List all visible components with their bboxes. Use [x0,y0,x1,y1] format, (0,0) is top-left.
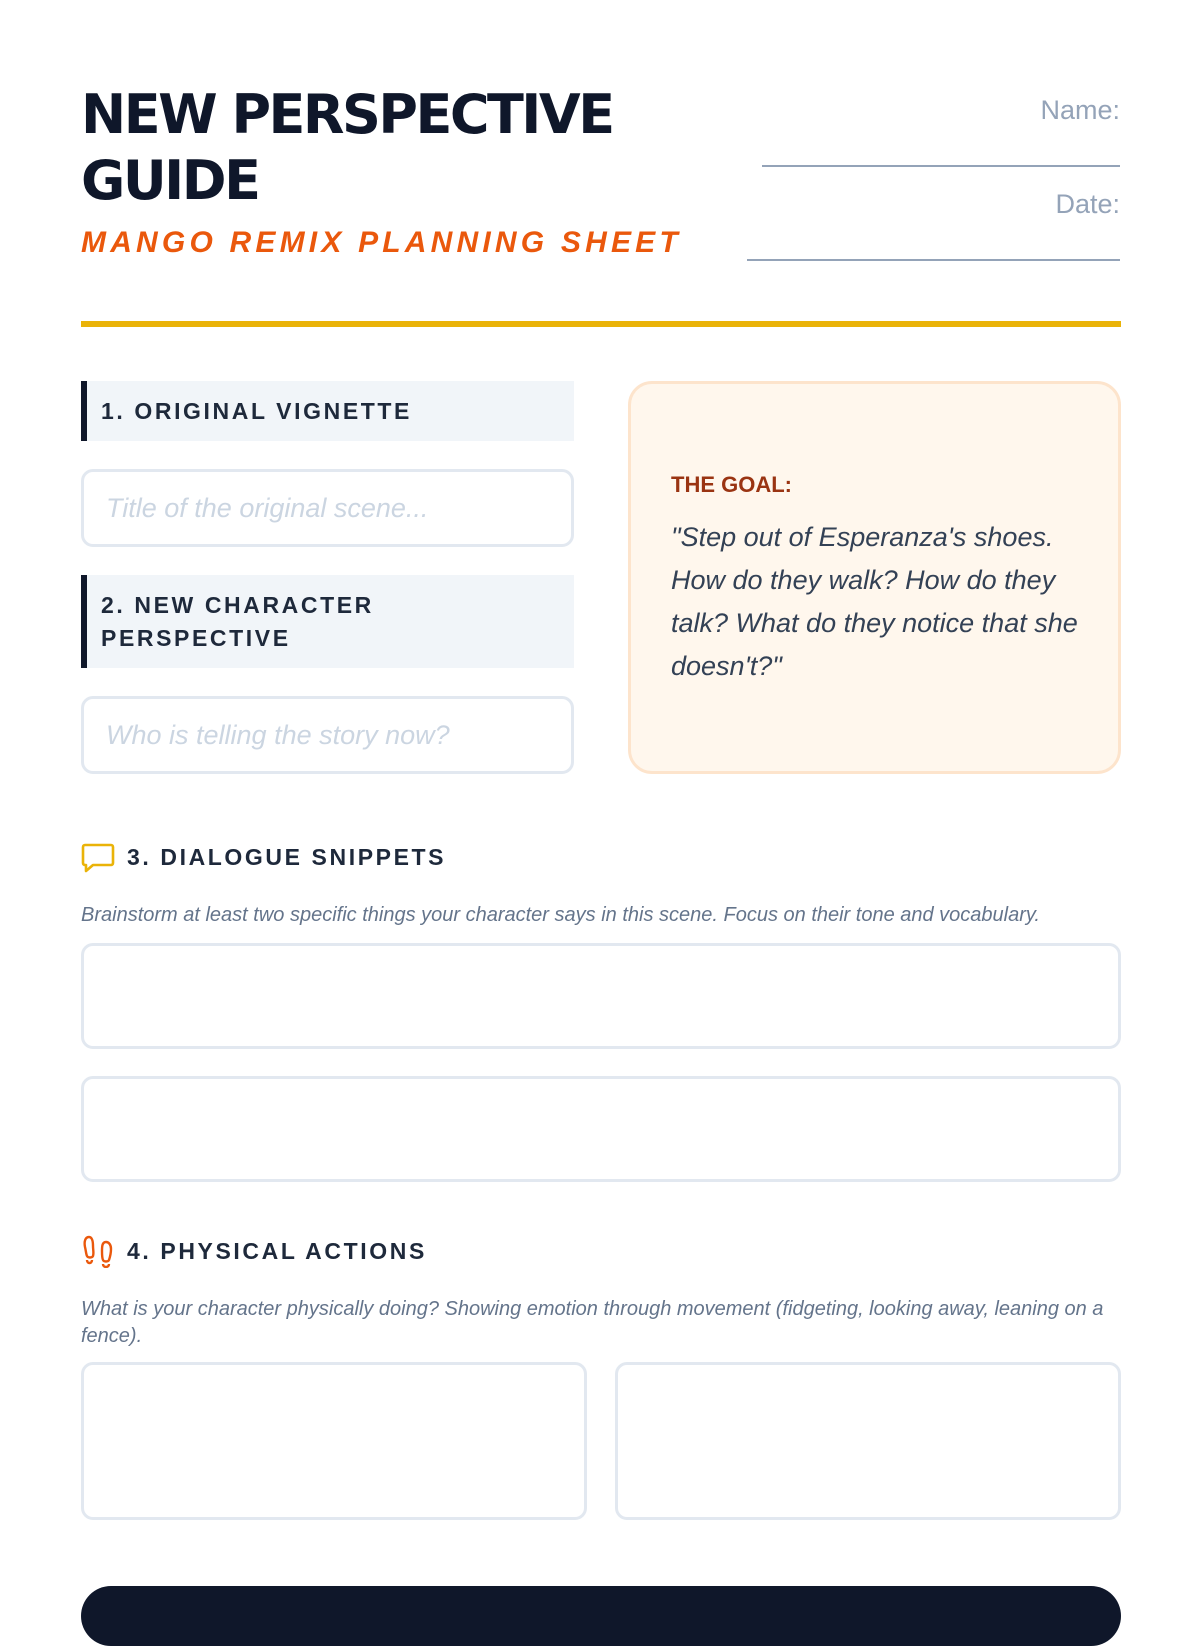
section-dialogue-heading [81,840,446,874]
page-title: NEW PERSPECTIVE GUIDE [81,83,613,212]
dialogue-box-1[interactable] [81,943,1121,1049]
actions-box-left[interactable] [81,1362,587,1520]
section-original-vignette-heading [81,381,574,441]
goal-label: THE GOAL: [671,472,792,497]
original-scene-placeholder: Title of the original scene... [106,492,429,523]
page-subtitle: MANGO REMIX PLANNING SHEET [81,226,682,259]
date-label: Date: [1055,189,1120,219]
footer-bar [81,1586,1121,1646]
goal-quote: "Step out of Esperanza's shoes. How do they walk? How do they talk? What do they notice that she doesn't?" [671,522,1078,681]
actions-hint: What is your character physically doing? Showing emotion through movement (fidgeting, looking away, leaning on a fence). [81,1298,1104,1347]
header-divider [81,321,1121,327]
original-scene-input[interactable] [81,469,574,547]
actions-box-right[interactable] [615,1362,1121,1520]
section-actions-heading [81,1234,427,1268]
footprints-icon [81,1234,115,1268]
section-heading-text: 2. NEW CHARACTER PERSPECTIVE [101,591,374,651]
dialogue-hint: Brainstorm at least two specific things your character says in this scene. Focus on their tone and vocabulary. [81,904,1040,926]
section-heading-text: 4. PHYSICAL ACTIONS [127,1237,427,1264]
name-label: Name: [1040,95,1120,125]
dialogue-box-2[interactable] [81,1076,1121,1182]
goal-card [628,381,1121,774]
speech-bubble-icon [81,840,115,874]
narrator-input[interactable] [81,696,574,774]
date-field[interactable] [747,259,1120,261]
section-new-perspective-heading [81,575,574,668]
name-field[interactable] [762,165,1120,167]
section-heading-text: 3. DIALOGUE SNIPPETS [127,843,447,870]
narrator-placeholder: Who is telling the story now? [106,719,450,750]
section-heading-text: 1. ORIGINAL VIGNETTE [101,397,412,424]
